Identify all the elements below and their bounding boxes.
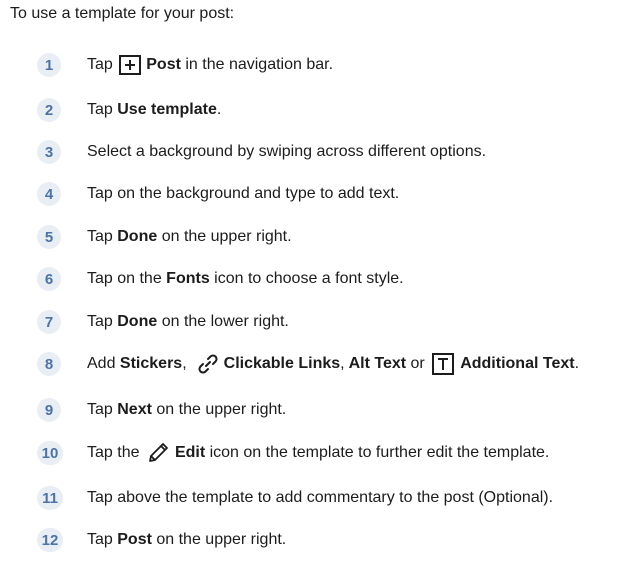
step-bold-text: Next: [117, 401, 152, 418]
step-number: 3: [37, 140, 61, 164]
list-item: [37, 440, 550, 466]
step-text: Tap: [87, 228, 118, 245]
step-number: 4: [37, 182, 61, 206]
step-text: Tap: [87, 56, 118, 73]
text-box-icon: [432, 353, 454, 375]
step-bold-text-4: Additional Text: [460, 355, 575, 372]
step-text-end: on the upper right.: [151, 401, 287, 418]
step-number: 12: [37, 528, 63, 552]
step-number: 9: [37, 398, 61, 422]
list-item: [37, 52, 334, 78]
step-text-end: on the upper right.: [151, 531, 287, 548]
pencil-icon: [146, 441, 170, 465]
step-number: 1: [37, 53, 61, 77]
step-text: Tap: [87, 101, 118, 118]
step-text-end: icon to choose a font style.: [209, 270, 404, 287]
step-text: Tap above the template to add commentary to the post (Optional).: [87, 489, 554, 506]
list-item: [37, 485, 554, 511]
step-text-end: on the lower right.: [157, 313, 289, 330]
link-icon: [197, 353, 219, 375]
list-item: [37, 224, 292, 250]
step-text: Tap on the: [87, 270, 167, 287]
step-text-end: .: [216, 101, 222, 118]
step-text: Select a background by swiping across different options.: [87, 143, 487, 160]
step-text: Tap: [87, 531, 118, 548]
step-bold-text: Post: [146, 56, 181, 73]
list-item: 8 Add Stickers , Clickable Links , Alt Text or Additional Text .: [37, 351, 61, 377]
step-text-end: on the upper right.: [157, 228, 292, 245]
step-text-end: in the navigation bar.: [180, 56, 334, 73]
list-item: [37, 309, 289, 335]
step-bold-text: Post: [117, 531, 152, 548]
step-number: 2: [37, 98, 61, 122]
step-bold-text: Edit: [174, 444, 206, 461]
step-number: 5: [37, 225, 61, 249]
list-item: [37, 181, 400, 207]
step-bold-text: Done: [117, 228, 158, 245]
list-item: [37, 139, 487, 165]
plus-square-icon: [119, 55, 141, 75]
list-item: [37, 266, 404, 292]
list-item: [37, 97, 222, 123]
step-number: 6: [37, 267, 61, 291]
step-number: 10: [37, 441, 63, 465]
list-item: [37, 527, 287, 553]
step-bold-text: Stickers: [119, 355, 183, 372]
step-bold-text-3: Alt Text: [348, 355, 407, 372]
step-text: Tap: [87, 401, 118, 418]
step-text-end: icon on the template to further edit the template.: [205, 444, 550, 461]
step-number: 8: [37, 352, 61, 376]
intro-text: To use a template for your post:: [10, 5, 235, 22]
step-bold-text: Done: [117, 313, 158, 330]
step-number: 11: [37, 486, 63, 510]
step-bold-text-2: Clickable Links: [223, 355, 341, 372]
step-number: 7: [37, 310, 61, 334]
step-text: Add: [87, 355, 120, 372]
step-text-end: .: [574, 355, 580, 372]
step-bold-text: Fonts: [166, 270, 210, 287]
step-text: Tap the: [87, 444, 144, 461]
step-text: Tap: [87, 313, 118, 330]
list-item: [37, 397, 287, 423]
step-text: Tap on the background and type to add text.: [87, 185, 400, 202]
step-bold-text: Use template: [117, 101, 217, 118]
